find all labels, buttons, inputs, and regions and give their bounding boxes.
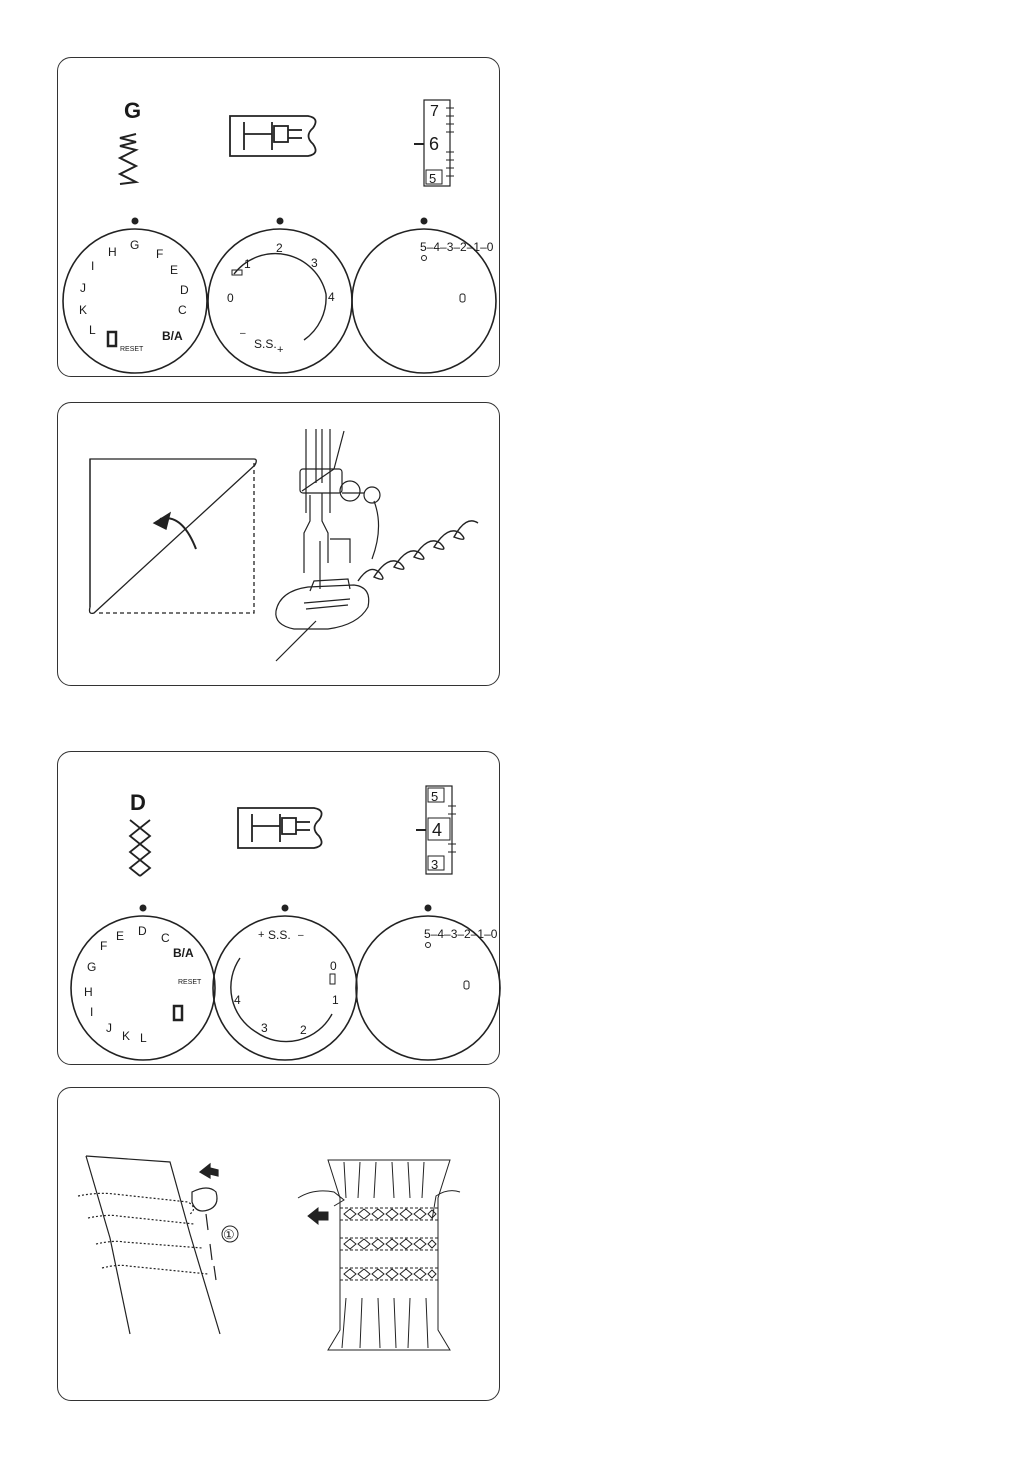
dial-letter-k: K [79,303,88,317]
pattern-selector-dial [63,229,207,373]
dial-letter-j: J [106,1021,112,1035]
dial-letter-i: I [90,1005,94,1019]
dial-letter-l: L [89,323,96,337]
gathering-threads-illustration [78,1156,220,1334]
pattern-letter: D [130,790,146,815]
stitch-setting-panel-d [57,751,500,1065]
dial-letter-f: F [100,939,108,953]
tension-top-value: 7 [430,103,439,120]
length-minus-sign: – [298,930,304,941]
smocking-illustration-panel [57,1087,500,1401]
length-label-1: 1 [244,257,251,271]
blind-hem-stitch-icon [120,134,136,184]
length-label-4: 4 [328,290,335,304]
pattern-selector-dial [71,916,215,1060]
fold-and-sew-illustration-panel [57,402,500,686]
dial-letter-d: D [180,283,189,297]
panel-3-figure [58,752,501,1066]
stitch-length-dial [213,916,357,1060]
length-label-ss: S.S. [254,337,277,351]
dial-letter-e: E [116,929,125,943]
pattern-dial-indicator [140,905,147,912]
dial-letter-g: G [130,238,140,252]
tension-scale [416,786,456,874]
dial-letter-k: K [122,1029,131,1043]
length-zero-mark-icon [330,974,335,984]
width-scale: 5–4–3–2–1–0 [420,240,494,254]
pattern-dial-indicator [132,218,139,225]
tension-current-value: 4 [432,820,443,840]
folded-fabric-illustration [90,459,257,613]
length-plus-sign: + [277,344,284,356]
stitch-width-dial [356,916,500,1060]
tension-scale [414,100,454,186]
dial-letter-h: H [108,245,117,259]
length-label-1: 1 [332,993,339,1007]
length-label-0: 0 [330,959,337,973]
panel-4-figure [58,1088,501,1402]
buttonhole-symbol-icon [174,1006,182,1020]
dial-reset-label: RESET [178,979,202,986]
stitch-setting-panel-g [57,57,500,377]
dial-reset-label: RESET [120,346,144,353]
dial-letter-c: C [178,303,187,317]
tension-bottom-value: 3 [431,857,439,872]
tension-current-value: 6 [429,134,440,154]
dial-letter-h: H [84,985,93,999]
panel-2-figure [58,403,501,687]
length-label-3: 3 [261,1021,268,1035]
dial-letter-f: F [156,247,164,261]
dial-letter-ba: B/A [173,946,194,960]
length-plus-sign: + [258,929,265,941]
length-minus-sign: – [240,328,246,339]
dial-letter-e: E [170,263,179,277]
dial-letter-g: G [87,960,97,974]
length-label-0: 0 [227,291,234,305]
dial-letter-d: D [138,924,147,938]
dial-letter-j: J [80,281,86,295]
smocking-stitch-icon [130,820,150,876]
length-label-2: 2 [276,241,283,255]
length-dial-indicator [277,218,284,225]
length-label-2: 2 [300,1023,307,1037]
presser-foot-icon [238,808,322,848]
length-label-3: 3 [311,256,318,270]
sewing-presser-foot-illustration [276,429,380,661]
stitch-width-dial [352,229,496,373]
presser-foot-icon [230,116,316,156]
pattern-letter: G [124,98,142,123]
width-dial-indicator [421,218,428,225]
length-dial-indicator [282,905,289,912]
tension-bottom-value: 5 [429,171,437,186]
dial-letter-l: L [140,1031,147,1045]
stitch-length-dial [208,229,352,373]
dial-letter-i: I [91,259,95,273]
dial-letter-ba: B/A [162,329,183,343]
width-scale: 5–4–3–2–1–0 [424,927,498,941]
decorative-stitch-line [358,521,478,581]
length-label-4: 4 [234,993,241,1007]
length-label-ss: S.S. [268,928,291,942]
width-dial-indicator [425,905,432,912]
tension-top-value: 5 [431,789,439,804]
buttonhole-symbol-icon [108,332,116,346]
dial-letter-c: C [161,931,170,945]
panel-1-figure [58,58,501,378]
callout-number: ① [223,1227,235,1242]
smocked-fabric-illustration [298,1160,460,1350]
